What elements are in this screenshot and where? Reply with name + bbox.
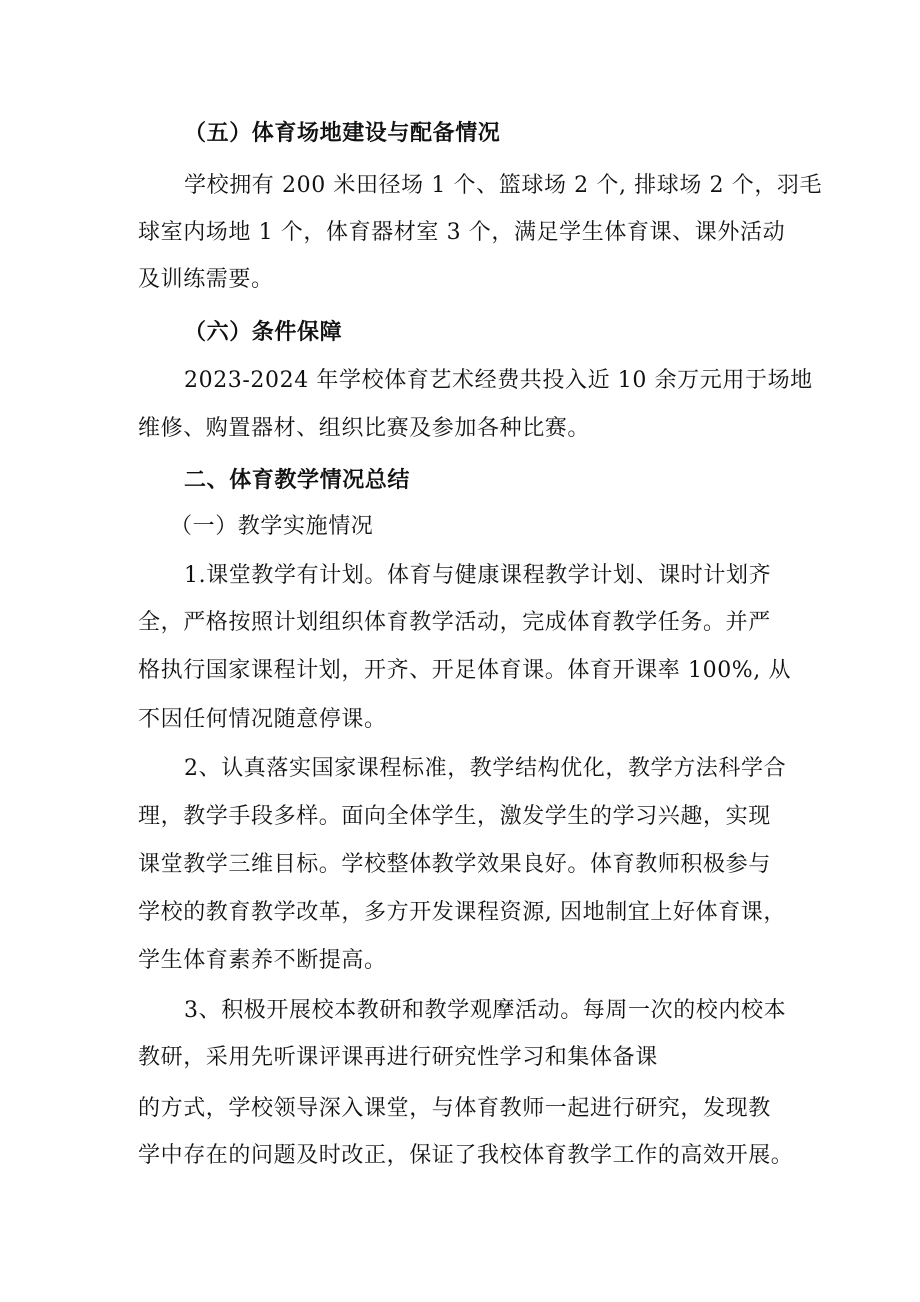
paragraph-line: 1.课堂教学有计划。体育与健康课程教学计划、课时计划齐 (184, 563, 772, 588)
paragraph-line: 格执行国家课程计划，开齐、开足体育课。体育开课率 100%, 从 (138, 658, 792, 683)
paragraph-line: 课堂教学三维目标。学校整体教学效果良好。体育教师积极参与 (138, 852, 771, 877)
paragraph-line: 维修、购置器材、组织比赛及参加各种比赛。 (138, 416, 591, 441)
paragraph-line: 学中存在的问题及时改正，保证了我校体育教学工作的高效开展。 (138, 1143, 794, 1168)
paragraph-line: 理，教学手段多样。面向全体学生，激发学生的学习兴趣，实现 (138, 804, 771, 829)
paragraph-line: 不因任何情况随意停课。 (138, 707, 387, 732)
paragraph-line: 的方式，学校领导深入课堂，与体育教师一起进行研究，发现教 (138, 1096, 771, 1121)
subsection-heading-implementation: （一）教学实施情况 (170, 514, 374, 539)
paragraph-line: 3、积极开展校本教研和教学观摩活动。每周一次的校内校本 (184, 998, 787, 1023)
paragraph-line: 教研，采用先听课评课再进行研究性学习和集体备课 (138, 1045, 658, 1070)
paragraph-line: 2、认真落实国家课程标准，教学结构优化，教学方法科学合 (184, 756, 787, 781)
section-heading-conditions: （六）条件保障 (184, 319, 343, 345)
paragraph-line: 球室内场地 1 个，体育器材室 3 个，满足学生体育课、课外活动 (138, 220, 786, 245)
paragraph-line: 学校拥有 200 米田径场 1 个、篮球场 2 个, 排球场 2 个，羽毛 (184, 173, 823, 198)
paragraph-line: 2023-2024 年学校体育艺术经费共投入近 10 余万元用于场地 (184, 368, 813, 393)
paragraph-line: 学生体育素养不断提高。 (138, 948, 387, 973)
paragraph-line: 学校的教育教学改革，多方开发课程资源, 因地制宜上好体育课， (138, 900, 786, 925)
section-heading-facilities: （五）体育场地建设与配备情况 (184, 120, 501, 146)
paragraph-line: 及训练需要。 (138, 267, 274, 292)
paragraph-line: 全，严格按照计划组织体育教学活动，完成体育教学任务。并严 (138, 610, 771, 635)
section-heading-teaching-summary: 二、体育教学情况总结 (184, 467, 411, 493)
